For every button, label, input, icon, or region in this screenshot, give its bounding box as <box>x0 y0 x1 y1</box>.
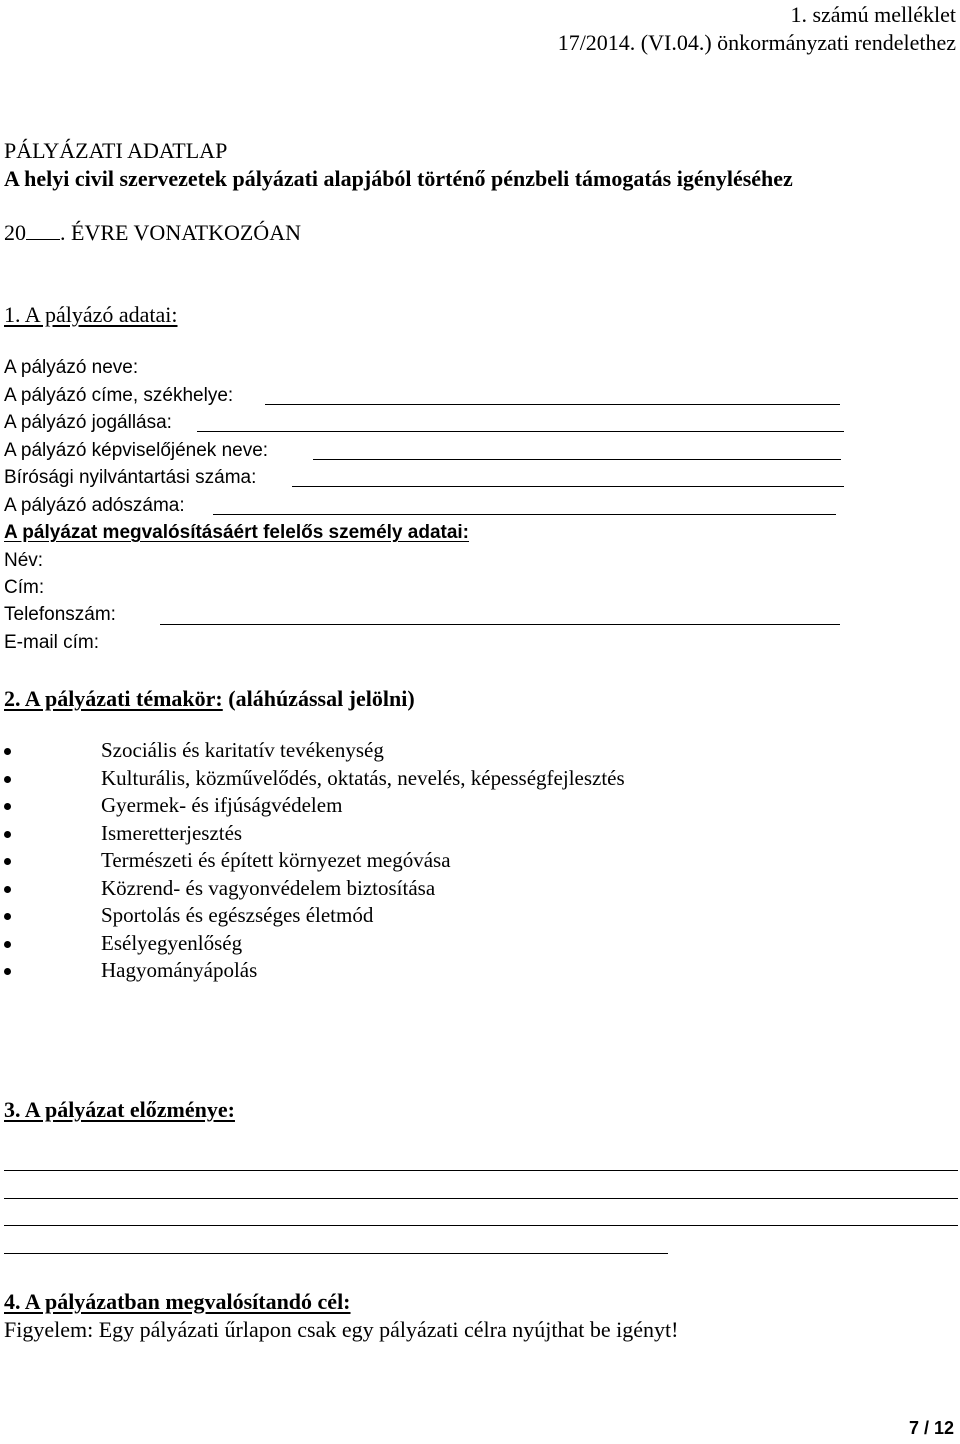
decree-reference: 17/2014. (VI.04.) önkormányzati rendelethez <box>557 30 956 55</box>
field-court-registration: Bírósági nyilvántartási száma: <box>4 467 257 488</box>
field-responsible-email: E-mail cím: <box>4 632 99 653</box>
bullet-icon <box>4 913 11 920</box>
section2-heading-note: (aláhúzással jelölni) <box>222 686 415 711</box>
year-suffix: . ÉVRE VONATKOZÓAN <box>60 220 301 245</box>
year-prefix: 20 <box>4 220 26 245</box>
legal-status-blank-line <box>197 431 844 432</box>
field-applicant-name: A pályázó neve: <box>4 357 139 378</box>
form-subtitle: A helyi civil szervezetek pályázati alapjából történő pénzbeli támogatás igényléséhez <box>4 166 793 191</box>
registration-blank-line <box>292 486 844 487</box>
bullet-icon <box>4 968 11 975</box>
history-blank-line <box>4 1225 958 1226</box>
bullet-icon <box>4 886 11 893</box>
field-responsible-name: Név: <box>4 550 44 571</box>
bullet-icon <box>4 831 11 838</box>
field-representative-name: A pályázó képviselőjének neve: <box>4 440 269 461</box>
section3-heading: 3. A pályázat előzménye: <box>4 1097 235 1122</box>
topic-item[interactable]: Hagyományápolás <box>101 958 258 982</box>
section1-heading: 1. A pályázó adatai: <box>4 302 178 327</box>
topic-item[interactable]: Gyermek- és ifjúságvédelem <box>101 793 343 817</box>
bullet-icon <box>4 748 11 755</box>
field-tax-number: A pályázó adószáma: <box>4 495 185 516</box>
address-blank-line <box>265 404 840 405</box>
section2-heading: 2. A pályázati témakör: <box>4 686 223 711</box>
bullet-icon <box>4 858 11 865</box>
year-line <box>4 220 301 246</box>
field-responsible-phone: Telefonszám: <box>4 604 116 625</box>
field-applicant-address: A pályázó címe, székhelye: <box>4 385 234 406</box>
topic-item[interactable]: Sportolás és egészséges életmód <box>101 903 374 927</box>
responsible-person-heading: A pályázat megvalósításáért felelős személy adatai: <box>4 522 470 543</box>
history-blank-line <box>4 1198 958 1199</box>
topic-item[interactable]: Ismeretterjesztés <box>101 821 243 845</box>
representative-blank-line <box>313 459 841 460</box>
form-title: PÁLYÁZATI ADATLAP <box>4 138 228 163</box>
year-blank <box>26 221 60 240</box>
field-responsible-address: Cím: <box>4 577 45 598</box>
bullet-icon <box>4 803 11 810</box>
history-blank-line <box>4 1253 668 1254</box>
tax-number-blank-line <box>213 514 836 515</box>
topic-item[interactable]: Szociális és karitatív tevékenység <box>101 738 384 762</box>
topic-item[interactable]: Esélyegyenlőség <box>101 931 243 955</box>
topic-item[interactable]: Természeti és épített környezet megóvása <box>101 848 451 872</box>
page-number: 7 / 12 <box>908 1418 954 1438</box>
topic-item[interactable]: Közrend- és vagyonvédelem biztosítása <box>101 876 436 900</box>
topic-item[interactable]: Kulturális, közművelődés, oktatás, nevelés, képességfejlesztés <box>101 766 625 790</box>
phone-blank-line <box>160 624 840 625</box>
section2-heading-line <box>4 686 415 712</box>
single-goal-warning: Figyelem: Egy pályázati űrlapon csak egy pályázati célra nyújthat be igényt! <box>4 1317 679 1342</box>
section4-heading: 4. A pályázatban megvalósítandó cél: <box>4 1289 351 1314</box>
field-legal-status: A pályázó jogállása: <box>4 412 172 433</box>
annex-label: 1. számú melléklet <box>790 2 956 27</box>
bullet-icon <box>4 941 11 948</box>
history-blank-line <box>4 1170 958 1171</box>
bullet-icon <box>4 776 11 783</box>
